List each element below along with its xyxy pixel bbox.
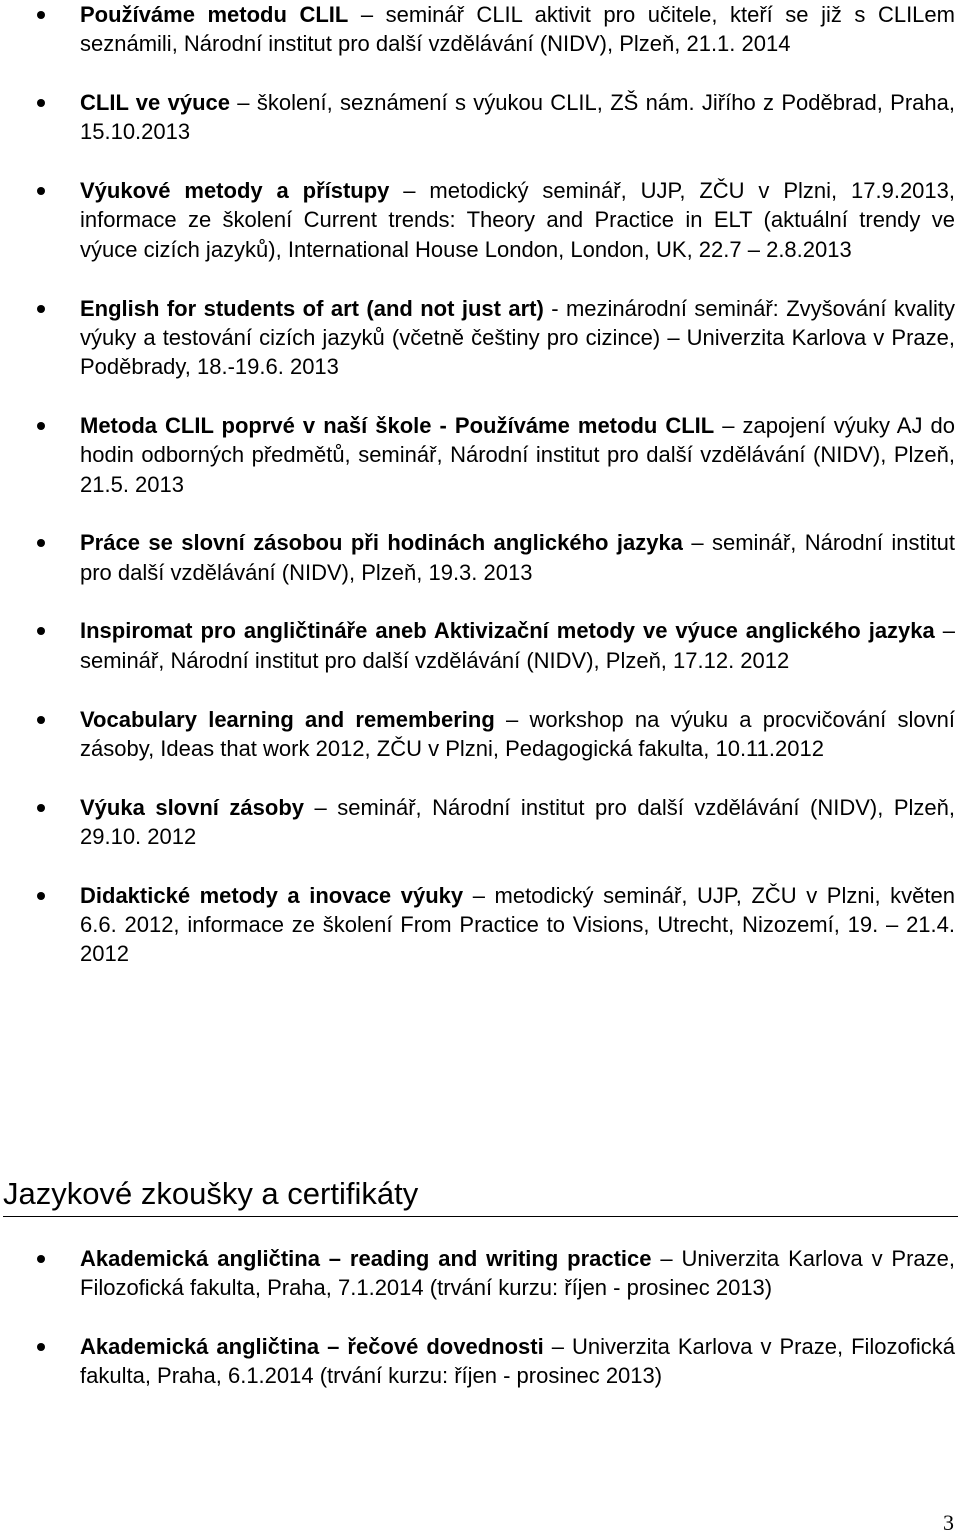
item-title: Výuka slovní zásoby <box>80 794 305 820</box>
bullet-icon <box>37 804 45 812</box>
bullet-icon <box>37 1343 45 1351</box>
item-title: Používáme metodu CLIL <box>80 2 349 27</box>
item-title: Akademická angličtina – řečové dovednosti <box>80 1334 544 1360</box>
item-title: CLIL ve výuce <box>80 90 230 116</box>
item-title: Práce se slovní zásobou při hodinách anglického jazyka <box>80 530 683 556</box>
bullet-icon <box>37 627 45 635</box>
bullet-icon <box>37 99 45 107</box>
item-details: – seminář, Národní institut pro další vzdělávání (NIDV), Plzeň, 17.12. 2012 <box>80 618 955 673</box>
item-title: Metoda CLIL poprvé v naší škole - Používáme metodu CLIL <box>80 412 715 438</box>
item-title: English for students of art (and not just art) <box>80 295 544 321</box>
bullet-icon <box>37 892 45 900</box>
item-title: Didaktické metody a inovace výuky <box>80 882 464 908</box>
item-title: Výukové metody a přístupy <box>80 178 390 204</box>
page-number: 3 <box>943 1510 954 1535</box>
list-item <box>0 411 960 499</box>
list-item <box>0 88 960 147</box>
list-item <box>0 793 960 852</box>
list-item <box>0 528 960 587</box>
item-title: Inspiromat pro angličtináře aneb Aktivizační metody ve výuce anglického jazyka <box>80 618 935 644</box>
certificate-list <box>0 1244 960 1420</box>
bullet-icon <box>37 539 45 547</box>
section-heading: Jazykové zkoušky a certifikáty <box>3 1174 958 1217</box>
item-title: Akademická angličtina – reading and writing practice <box>80 1246 652 1271</box>
list-item <box>0 0 960 59</box>
item-details: – workshop na výuku a procvičování slovní zásoby, Ideas that work 2012, ZČU v Plzni, Pedagogická fakulta, 10.11.2012 <box>80 706 956 761</box>
item-details: – seminář CLIL aktivit pro učitele, kteří se již s CLILem seznámili, Národní institut pro další vzdělávání (NIDV), Plzeň, 21.1. 2014 <box>80 2 955 57</box>
item-details: – zapojení výuky AJ do hodin odborných předmětů, seminář, Národní institut pro další vzdělávání (NIDV), Plzeň, 21.5. 2013 <box>80 412 955 497</box>
list-item <box>0 881 960 969</box>
list-item <box>0 1244 960 1303</box>
list-item <box>0 616 960 675</box>
bullet-icon <box>37 305 45 313</box>
bullet-icon <box>37 187 45 195</box>
item-details: – metodický seminář, UJP, ZČU v Plzni, 17.9.2013, informace ze školení Current trends: Theory and Practice in ELT (aktuální trendy ve výuce cizích jazyků), International House London, London, UK, 22.7 – 2.8.2013 <box>80 178 955 262</box>
item-details: – seminář, Národní institut pro další vzdělávání (NIDV), Plzeň, 29.10. 2012 <box>80 794 956 849</box>
list-item <box>0 1332 960 1391</box>
item-title: Vocabulary learning and remembering <box>80 706 495 732</box>
item-details: – metodický seminář, UJP, ZČU v Plzni, květen 6.6. 2012, informace ze školení From Practice to Visions, Utrecht, Nizozemí, 19. – 21.4. 2012 <box>80 882 955 967</box>
item-details: - mezinárodní seminář: Zvyšování kvality výuky a testování cizích jazyků (včetně češtiny pro cizince) – Univerzita Karlova v Praze, Poděbrady, 18.-19.6. 2013 <box>80 295 955 380</box>
item-details: – Univerzita Karlova v Praze, Filozofická fakulta, Praha, 6.1.2014 (trvání kurzu: říjen - prosinec 2013) <box>80 1334 955 1389</box>
item-details: – Univerzita Karlova v Praze, Filozofická fakulta, Praha, 7.1.2014 (trvání kurzu: říjen - prosinec 2013) <box>80 1246 956 1301</box>
bullet-icon <box>37 11 45 19</box>
bullet-icon <box>37 716 45 724</box>
list-item <box>0 705 960 764</box>
list-item <box>0 294 960 382</box>
bullet-icon <box>37 1255 45 1263</box>
item-details: – školení, seznámení s výukou CLIL, ZŠ nám. Jiřího z Poděbrad, Praha, 15.10.2013 <box>80 90 955 145</box>
list-item <box>0 176 960 264</box>
item-details: – seminář, Národní institut pro další vzdělávání (NIDV), Plzeň, 19.3. 2013 <box>80 530 955 585</box>
bullet-icon <box>37 422 45 430</box>
